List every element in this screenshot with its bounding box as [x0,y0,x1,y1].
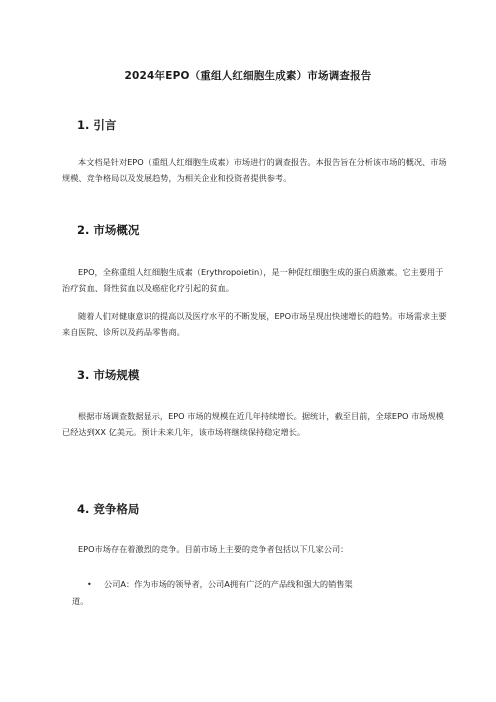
section-heading-competition: 4. 竞争格局 [77,502,140,516]
section-paragraph-market-overview-1: EPO，全称重组人红细胞生成素（Erythropoietin），是一种促红细胞生成的蛋白质激素。它主要用于治疗贫血、肾性贫血以及癌症化疗引起的贫血。 [62,267,444,293]
section-paragraph-competition: EPO市场存在着激烈的竞争。目前市场上主要的竞争者包括以下几家公司： [78,544,349,554]
section-heading-market-overview: 2. 市场概况 [77,223,140,237]
section-heading-market-size: 3. 市场规模 [77,368,140,382]
bullet-text-line1: 公司A：作为市场的领导者，公司A拥有广泛的产品线和强大的销售渠 [104,579,353,589]
document-title: 2024年EPO（重组人红细胞生成素）市场调查报告 [124,70,372,82]
section-heading-introduction: 1. 引言 [77,118,117,132]
section-paragraph-market-size: 根据市场调查数据显示，EPO 市场的规模在近几年持续增长。据统计，截至目前，全球EPO 市场规模已经达到XX 亿美元。预计未来几年，该市场将继续保持稳定增长。 [62,411,444,437]
bullet-icon: • [87,580,92,589]
section-paragraph-market-overview-2: 随着人们对健康意识的提高以及医疗水平的不断发展，EPO市场呈现出快速增长的趋势。市场需求主要来自医院、诊所以及药品零售商。 [62,311,447,337]
list-item [62,576,447,610]
bullet-text-line2: 道。 [72,596,89,606]
section-paragraph-introduction: 本文档是针对EPO（重组人红细胞生成素）市场进行的调查报告。本报告旨在分析该市场的概况、市场规模、竞争格局以及发展趋势，为相关企业和投资者提供参考。 [62,157,447,183]
